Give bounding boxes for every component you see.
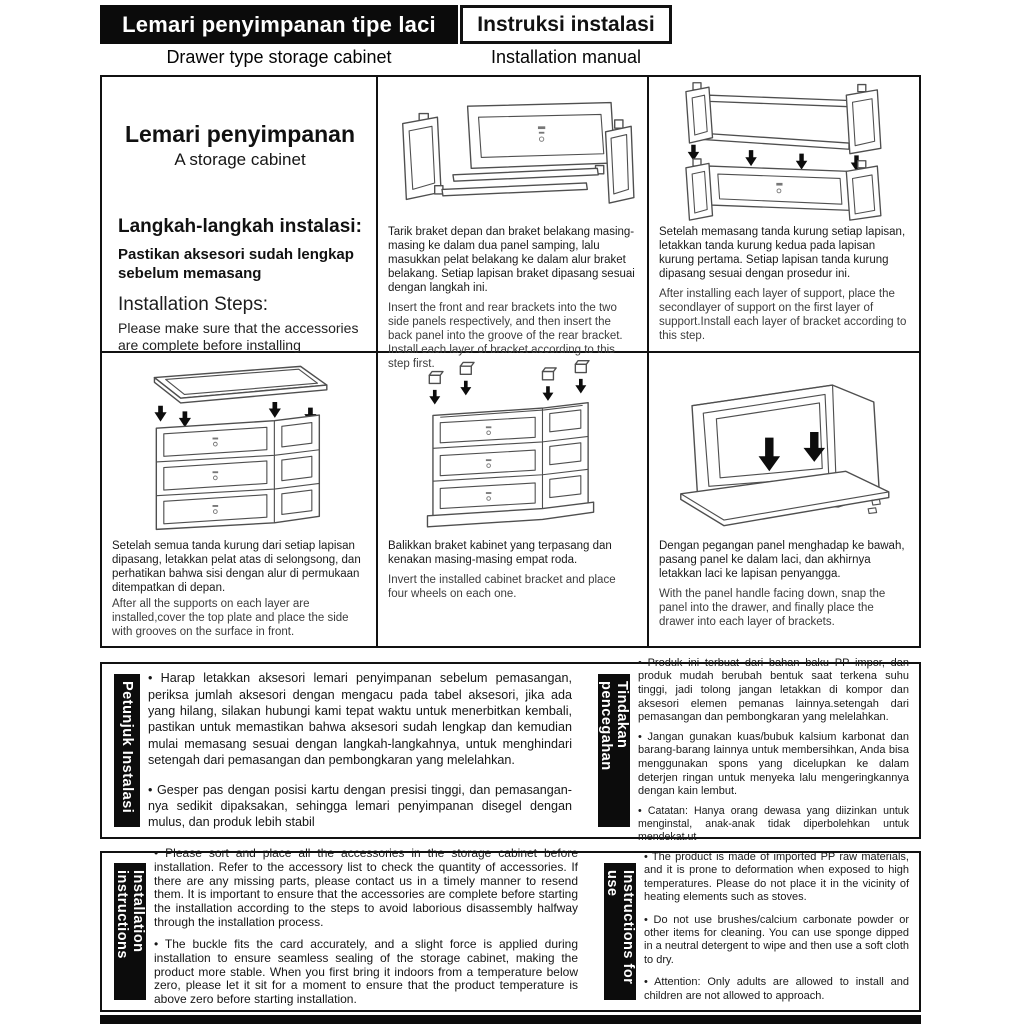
instructions-for-use-label: Instructions for use — [604, 863, 636, 1000]
step-5-text — [649, 535, 919, 635]
header — [100, 5, 672, 44]
step-5-text-id: Dengan pegangan panel menghadap ke bawah, pasang panel ke dalam laci, dan akhirnya letakkan laci ke lapisan penyangga. — [659, 540, 905, 581]
bullet: • The product is made of imported PP raw materials, and it is prone to deformation when exposed to high temperatures. Please do not place it in the vicinity of heating elements such as stoves. — [644, 851, 909, 905]
bullet: • Produk ini terbuat dari bahan baku PP impor, dan produk mudah berubah bentuk saat terkena suhu tinggi, jadi tolong jangan letakkan di kompor dan aksesori elemen pemanas lainnya.setengah dari pemasangan dan pembongkaran yang melelahkan. — [638, 657, 909, 725]
step-3-text — [102, 535, 376, 641]
step-4-text-id: Balikkan braket kabinet yang terpasang dan kenakan masing-masing empat roda. — [388, 540, 612, 567]
notes-band-en — [100, 846, 921, 1012]
step-2-panel — [649, 77, 919, 353]
manual-title-id: Instruksi instalasi — [460, 5, 672, 44]
step-4-text — [378, 535, 647, 607]
installation-instructions-label: Installation instructions — [114, 863, 146, 1000]
stack-layers-illustration — [660, 81, 908, 221]
down-arrow-icon — [429, 379, 586, 405]
petunjuk-instalasi-label: Petunjuk Instalasi — [114, 674, 140, 827]
intro-title-id: Lemari penyimpanan — [124, 121, 356, 147]
tindakan-pencegahan-label: Tindakan pencegahan — [598, 674, 630, 827]
exploded-parts-illustration — [389, 81, 636, 221]
step-4-panel — [378, 353, 649, 646]
steps-note-id: Pastikan aksesori sudah lengkap sebelum memasang — [118, 246, 354, 282]
instructions-for-use-text — [644, 850, 909, 1010]
step-2-figure — [649, 77, 919, 221]
step-1-panel — [378, 77, 649, 371]
bullet: • Jangan gunakan kuas/bubuk kalsium karbonat dan barang-barang lainnya untuk membersihkan, Anda bisa menggunakan spons yang dicelupkan ke dalam deterjen ringan untuk menyeka lalu mengeringkannya dengan kain lembut. — [638, 731, 909, 799]
steps-note-en: Please make sure that the accessories are complete before installing — [118, 319, 359, 353]
bullet: • Gesper pas dengan posisi kartu dengan presisi tinggi, dan pemasangan-nya sedikit dipaksakan, sehingga lemari penyimpanan disegel dengan mulus, dan produk lebih stabil — [148, 782, 572, 831]
step-4-figure — [378, 353, 647, 535]
tindakan-pencegahan-text — [638, 656, 909, 844]
step-3-panel — [102, 353, 378, 646]
step-1-text-en: Insert the front and rear brackets into the two side panels respectively, and then insert the back panel into the groove of the rear bracket. Install each layer of bracket according to this step first. — [388, 302, 623, 371]
bullet: • Harap letakkan aksesori lemari penyimpanan sebelum pemasangan, periksa jumlah aksesori dengan mengacu pada tabel aksesori, jika ada yang hilang, silakan hubungi kami tepat waktu untuk menerbitkan kembali, pastikan untuk memastikan bahwa aksesori sudah lengkap dan kemudian mulai memasang sesuai dengan langkah-langkahnya, untuk menghindari setengah dari pemasangan dan pembongkaran yang melelahkan. — [148, 670, 572, 768]
step-2-text-id: Setelah memasang tanda kurung setiap lapisan, letakkan tanda kurung kedua pada lapisan kurung pertama. Setiap lapisan tanda kurung dipasang sesuai dengan prosedur ini. — [659, 226, 906, 281]
bullet: • Do not use brushes/calcium carbonate powder or other items for cleaning. You can use sponge dipped in a neutral detergent to wipe and then use a soft cloth to dry. — [644, 914, 909, 968]
step-1-figure — [378, 77, 647, 221]
caster-wheel-icon — [429, 361, 589, 384]
installation-instructions-text — [154, 846, 578, 1010]
step-3-text-en: After all the supports on each layer are installed,cover the top plate and place the side with grooves on the surface in front. — [112, 598, 349, 639]
product-title-id: Lemari penyimpanan tipe laci — [100, 5, 458, 44]
step-4-text-en: Invert the installed cabinet bracket and place four wheels on each one. — [388, 574, 616, 601]
footer-bar — [100, 1015, 921, 1024]
bullet: • Attention: Only adults are allowed to install and children are not allowed to approach. — [644, 976, 909, 1003]
steps-heading-id: Langkah-langkah instalasi: — [118, 216, 362, 237]
step-1-text-id: Tarik braket depan dan braket belakang masing-masing ke dalam dua panel samping, lalu masukkan pelat belakang ke dalam alur braket belakang. Setiap lapisan braket dipasang sesuai dengan langkah ini. — [388, 226, 635, 295]
step-2-text-en: After installing each layer of support, place the secondlayer of support on the first layer of support.Install each layer of bracket according to this step. — [659, 288, 907, 343]
step-5-text-en: With the panel handle facing down, snap the panel into the drawer, and finally place the drawer into each layer of brackets. — [659, 588, 886, 629]
step-3-figure — [102, 353, 376, 535]
manual-title-en: Installation manual — [490, 47, 642, 67]
notes-band-id — [100, 656, 921, 844]
steps-heading-en: Installation Steps: — [118, 293, 268, 315]
bullet: • Please sort and place all the accessories in the storage cabinet before installation. Refer to the accessory list to check the quantity of accessories. If there are any missing parts, please contact us in a timely manner to resend them. It is important to ensure that the accessories are complete before starting the installation according to the steps to avoid laborious disassembly halfway through the installation process. — [154, 847, 578, 929]
step-5-figure — [649, 353, 919, 535]
bullet: • The buckle fits the card accurately, and a slight force is applied during installation to ensure seamless sealing of the storage cabinet, making the product more stable. When you first bring it indoors from a temperature below zero, please let it sit for a moment to ensure that the product temperature is above zero before starting installation. — [154, 938, 578, 1006]
intro-title-en: A storage cabinet — [174, 150, 306, 169]
wheels-illustration — [389, 357, 636, 535]
petunjuk-instalasi-text — [148, 664, 572, 837]
bullet: • Catatan: Hanya orang dewasa yang diizinkan untuk menginstal, anak-anak tidak diperbolehkan untuk mendekat.ut — [638, 805, 909, 844]
top-plate-illustration — [113, 357, 365, 535]
intro-panel — [102, 77, 378, 353]
steps-grid — [100, 75, 921, 648]
step-3-text-id: Setelah semua tanda kurung dari setiap lapisan dipasang, letakkan pelat atas di selongsong, dan perhatikan bahwa sisi dengan alur di permukaan ditempatkan di depan. — [112, 540, 361, 595]
header-subtitles — [100, 47, 921, 68]
product-title-en: Drawer type storage cabinet — [166, 47, 392, 67]
step-5-panel — [649, 353, 919, 646]
step-2-text — [649, 221, 919, 349]
drawer-insert-illustration — [660, 357, 908, 535]
